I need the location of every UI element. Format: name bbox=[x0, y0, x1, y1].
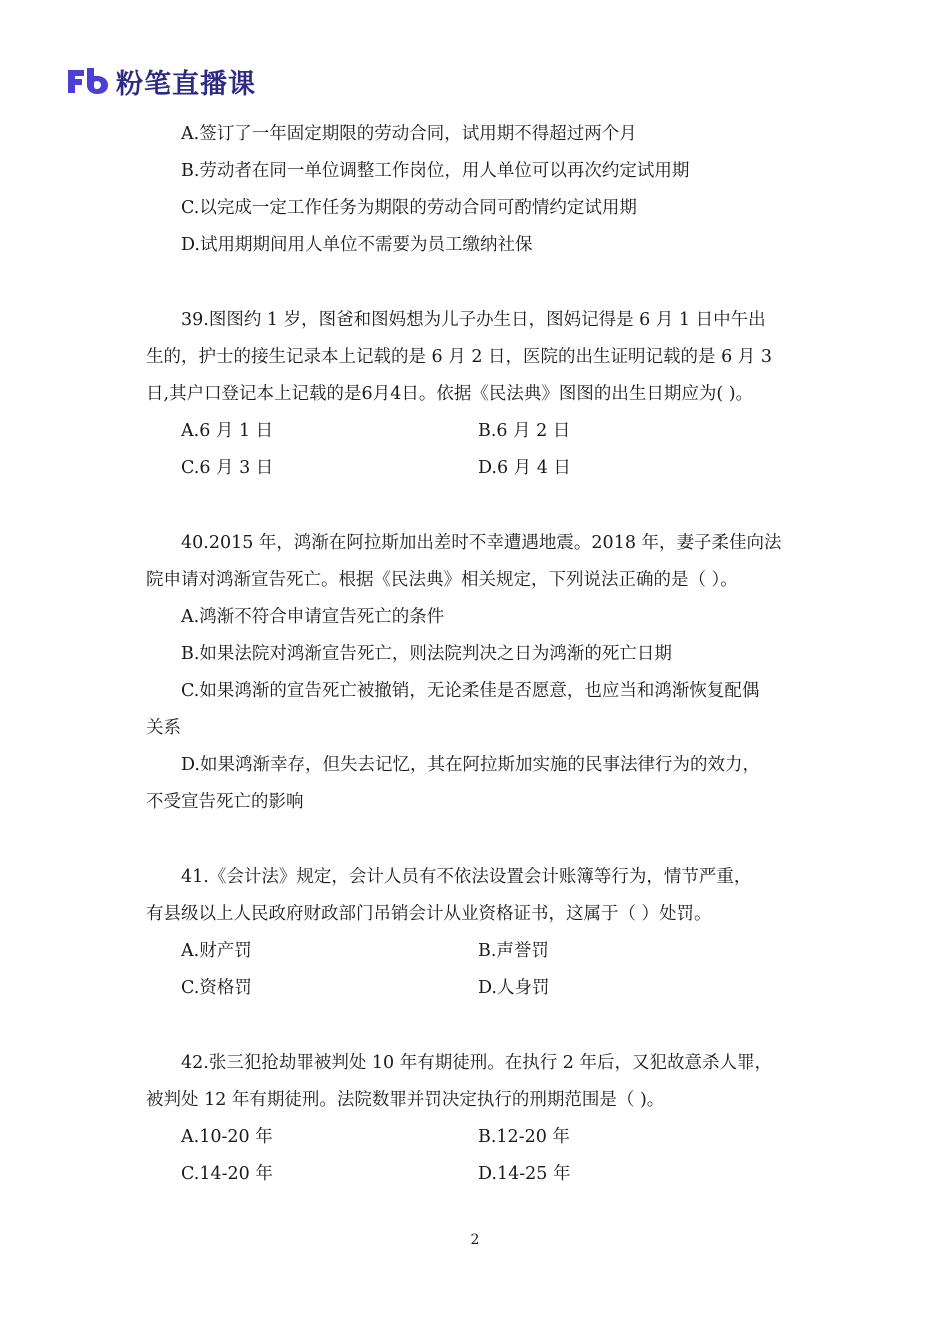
document-body bbox=[146, 116, 810, 1193]
q40-option-b: B.如果法院对鸿渐宣告死亡，则法院判决之日为鸿渐的死亡日期 bbox=[181, 644, 672, 664]
q38-option-c: C.以完成一定工作任务为期限的劳动合同可酌情约定试用期 bbox=[181, 198, 637, 218]
q42-option-a: A.10-20 年 bbox=[181, 1127, 273, 1147]
page-number: 2 bbox=[470, 1232, 480, 1248]
question-42 bbox=[146, 1045, 810, 1193]
header bbox=[66, 64, 256, 98]
q38-option-b: B.劳动者在同一单位调整工作岗位，用人单位可以再次约定试用期 bbox=[181, 161, 690, 181]
q39-option-b: B.6 月 2 日 bbox=[478, 421, 571, 441]
question-40 bbox=[146, 525, 810, 821]
q41-stem-line-1: 41.《会计法》规定，会计人员有不依法设置会计账簿等行为，情节严重， bbox=[181, 867, 752, 887]
q40-option-d-line-2: 不受宣告死亡的影响 bbox=[146, 792, 304, 812]
q39-stem-line-1: 39.图图约 1 岁，图爸和图妈想为儿子办生日，图妈记得是 6 月 1 日中午出 bbox=[181, 310, 766, 330]
q41-option-b: B.声誉罚 bbox=[478, 941, 549, 961]
question-39 bbox=[146, 302, 810, 487]
q42-stem-line-2: 被判处 12 年有期徒刑。法院数罪并罚决定执行的刑期范围是（ )。 bbox=[146, 1090, 665, 1110]
q40-option-c-line-2: 关系 bbox=[146, 718, 181, 738]
q42-option-c: C.14-20 年 bbox=[181, 1164, 273, 1184]
q41-stem-line-2: 有县级以上人民政府财政部门吊销会计从业资格证书，这属于（ ）处罚。 bbox=[146, 904, 712, 924]
q38-option-d: D.试用期期间用人单位不需要为员工缴纳社保 bbox=[181, 235, 533, 255]
q41-option-a: A.财产罚 bbox=[181, 941, 252, 961]
question-38 bbox=[146, 116, 810, 264]
q39-stem-line-2: 生的，护士的接生记录本上记载的是 6 月 2 日，医院的出生证明记载的是 6 月 3 bbox=[146, 347, 772, 367]
q42-option-b: B.12-20 年 bbox=[478, 1127, 570, 1147]
q39-option-a: A.6 月 1 日 bbox=[181, 421, 274, 441]
q42-stem-line-1: 42.张三犯抢劫罪被判处 10 年有期徒刑。在执行 2 年后，又犯故意杀人罪， bbox=[181, 1053, 772, 1073]
brand-name: 粉笔直播课 bbox=[116, 68, 256, 100]
q40-option-a: A.鸿渐不符合申请宣告死亡的条件 bbox=[181, 607, 445, 627]
q41-option-d: D.人身罚 bbox=[478, 978, 550, 998]
q39-option-d: D.6 月 4 日 bbox=[478, 458, 571, 478]
q42-option-d: D.14-25 年 bbox=[478, 1164, 571, 1184]
q39-stem-line-3: 日,其户口登记本上记载的是6月4日。依据《民法典》图图的出生日期应为( )。 bbox=[146, 384, 754, 404]
question-41 bbox=[146, 859, 810, 1007]
q38-option-a: A.签订了一年固定期限的劳动合同，试用期不得超过两个月 bbox=[181, 124, 637, 144]
fb-logo-icon bbox=[66, 66, 110, 96]
q39-option-c: C.6 月 3 日 bbox=[181, 458, 274, 478]
q40-option-c-line-1: C.如果鸿渐的宣告死亡被撤销，无论柔佳是否愿意，也应当和鸿渐恢复配偶 bbox=[181, 681, 760, 701]
q41-option-c: C.资格罚 bbox=[181, 978, 252, 998]
q40-stem-line-1: 40.2015 年，鸿渐在阿拉斯加出差时不幸遭遇地震。2018 年，妻子柔佳向法 bbox=[181, 533, 782, 553]
q40-stem-line-2: 院申请对鸿渐宣告死亡。根据《民法典》相关规定，下列说法正确的是（ ）。 bbox=[146, 570, 738, 590]
q40-option-d-line-1: D.如果鸿渐幸存，但失去记忆，其在阿拉斯加实施的民事法律行为的效力， bbox=[181, 755, 760, 775]
